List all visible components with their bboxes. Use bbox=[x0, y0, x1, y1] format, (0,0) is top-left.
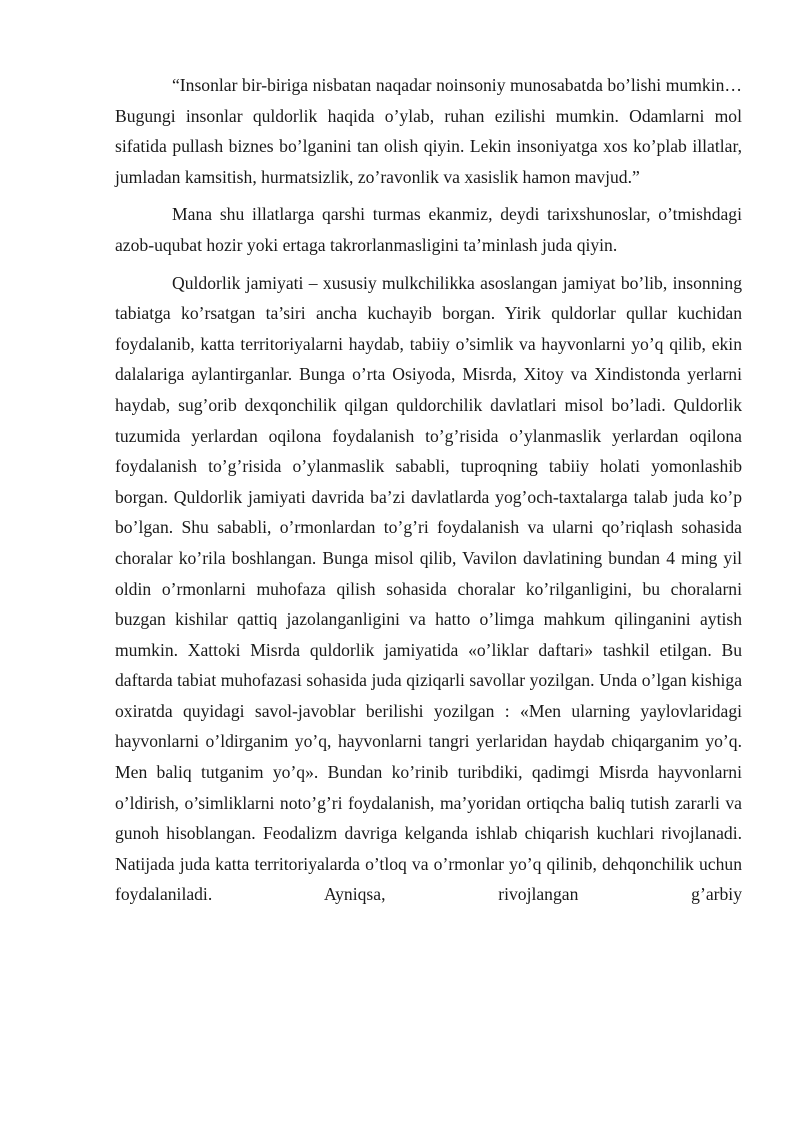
paragraph-quote: “Insonlar bir-biriga nisbatan naqadar noinsoniy munosabatda bo’lishi mumkin… Bugungi insonlar quldorlik haqida o’ylab, ruhan ezilishi mumkin. Odamlarni mol sifatida pullash biznes bo’lganini tan olish qiyin. Lekin insoniyatga xos ko’plab illatlar, jumladan kamsitish, hurmatsizlik, zo’ravonlik va xasislik hamon mavjud.” bbox=[115, 75, 742, 187]
paragraph-historians: Mana shu illatlarga qarshi turmas ekanmiz, deydi tarixshunoslar, o’tmishdagi azob-uqubat hozir yoki ertaga takrorlanmasligini ta’minlash juda qiyin. bbox=[115, 204, 742, 255]
body-text bbox=[115, 70, 742, 910]
paragraph-slavery-society: Quldorlik jamiyati – xususiy mulkchilikka asoslangan jamiyat bo’lib, insonning tabiatga ko’rsatgan ta’siri ancha kuchayib borgan. Yirik quldorlar qullar kuchidan foydalanib, katta territoriyalarni haydab, tabiiy o’simlik va hayvonlarni yo’q qilib, ekin dalalariga aylantirganlar. Bunga o’rta Osiyoda, Misrda, Xitoy va Xindistonda yerlarni haydab, sug’orib dexqonchilik qilgan quldorchilik davlatlari misol bo’ladi. Quldorlik tuzumida yerlardan oqilona foydalanish to’g’risida o’ylanmaslik yerlardan oqilona foydalanish to’g’risida o’ylanmaslik sababli, tuproqning tabiiy holati yomonlashib borgan. Quldorlik jamiyati davrida ba’zi davlatlarda yog’och-taxtalarga talab juda ko’p bo’lgan. Shu sababli, o’rmonlardan to’g’ri foydalanish va ularni qo’riqlash sohasida choralar ko’rila boshlangan. Bunga misol qilib, Vavilon davlatining bundan 4 ming yil oldin o’rmonlarni muhofaza qilish sohasida choralar ko’rilganligini, bu choralarni buzgan kishilar qattiq jazolanganligini va hatto o’limga mahkum qilinganini aytish mumkin. Xattoki Misrda quldorlik jamiyatida «o’liklar daftari» tashkil etilgan. Bu daftarda tabiat muhofazasi sohasida juda qiziqarli savollar yozilgan. Unda o’lgan kishiga oxiratda quyidagi savol-javoblar berilishi yozilgan : «Men ularning yaylovlaridagi hayvonlarni o’ldirganim yo’q, hayvonlarni tangri yerlaridan haydab chiqarganim yo’q. Men baliq tutganim yo’q». Bundan ko’rinib turibdiki, qadimgi Misrda hayvonlarni o’ldirish, o’simliklarni noto’g’ri foydalanish, ma’yoridan ortiqcha baliq tutish zararli va gunoh hisoblangan. Feodalizm davriga kelganda ishlab chiqarish kuchlari rivojlanadi. Natijada juda katta territoriyalarda o’tloq va o’rmonlar yo’q qilinib, dehqonchilik uchun foydalaniladi. Ayniqsa, rivojlangan g’arbiy bbox=[115, 272, 742, 905]
